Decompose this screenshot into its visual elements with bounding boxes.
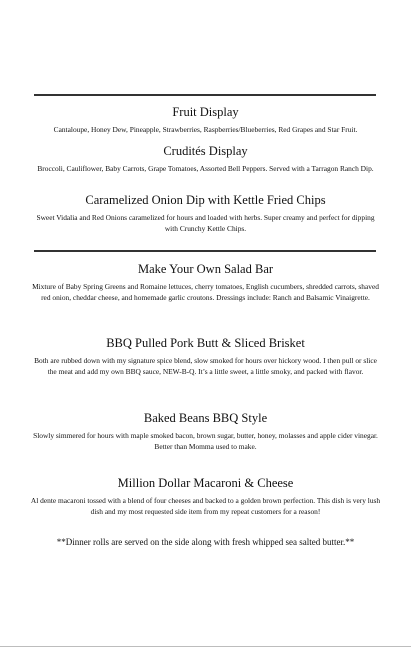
menu-item-title: Crudités Display xyxy=(163,144,248,158)
menu-item-title: Million Dollar Macaroni & Cheese xyxy=(117,476,294,490)
menu-item-onion-dip xyxy=(28,192,383,234)
menu-item-description: Slowly simmered for hours with maple smoked bacon, brown sugar, butter, honey, molasses and apple cider vinegar. Better than Momma used to make. xyxy=(33,431,378,451)
menu-item-title: BBQ Pulled Pork Butt & Sliced Brisket xyxy=(106,336,305,350)
menu-item-mac-and-cheese xyxy=(28,475,383,517)
menu-item-description: Al dente macaroni tossed with a blend of four cheeses and backed to a golden brown perfection. This dish is very lush dish and my most requested side item from my repeat customers for a reason! xyxy=(30,496,381,516)
menu-item-bbq-pork-brisket xyxy=(28,335,383,377)
section-divider-top xyxy=(34,94,376,96)
menu-item-description: Cantaloupe, Honey Dew, Pineapple, Strawberries, Raspberries/Blueberries, Red Grapes and Star Fruit. xyxy=(53,125,358,134)
menu-item-title: Fruit Display xyxy=(172,105,239,119)
section-divider-middle xyxy=(34,250,376,252)
menu-item-description: Broccoli, Cauliflower, Baby Carrots, Grape Tomatoes, Assorted Bell Peppers. Served with a Tarragon Ranch Dip. xyxy=(37,164,374,173)
menu-item-crudites-display xyxy=(28,143,383,175)
footer-note: **Dinner rolls are served on the side along with fresh whipped sea salted butter.** xyxy=(56,537,355,547)
menu-item-description: Both are rubbed down with my signature spice blend, slow smoked for hours over hickory wood. I then pull or slice the meat and add my own BBQ sauce, NEW-B-Q. It’s a little sweet, a little smoky, and packed with flavor. xyxy=(34,356,377,376)
menu-item-fruit-display xyxy=(28,104,383,136)
menu-item-description: Sweet Vidalia and Red Onions caramelized for hours and loaded with herbs. Super creamy and perfect for dipping with Crunchy Kettle Chips. xyxy=(36,213,375,233)
menu-item-title: Baked Beans BBQ Style xyxy=(143,411,268,425)
menu-item-salad-bar xyxy=(28,261,383,303)
menu-item-title: Make Your Own Salad Bar xyxy=(137,262,274,276)
menu-item-baked-beans xyxy=(28,410,383,452)
page-bottom-edge xyxy=(0,646,411,647)
menu-item-title: Caramelized Onion Dip with Kettle Fried Chips xyxy=(85,193,326,207)
menu-item-description: Mixture of Baby Spring Greens and Romaine lettuces, cherry tomatoes, English cucumbers, shredded carrots, shaved red onion, cheddar cheese, and homemade garlic croutons. Dressings include: Ranch and Balsamic Vinaigrette. xyxy=(32,282,379,302)
